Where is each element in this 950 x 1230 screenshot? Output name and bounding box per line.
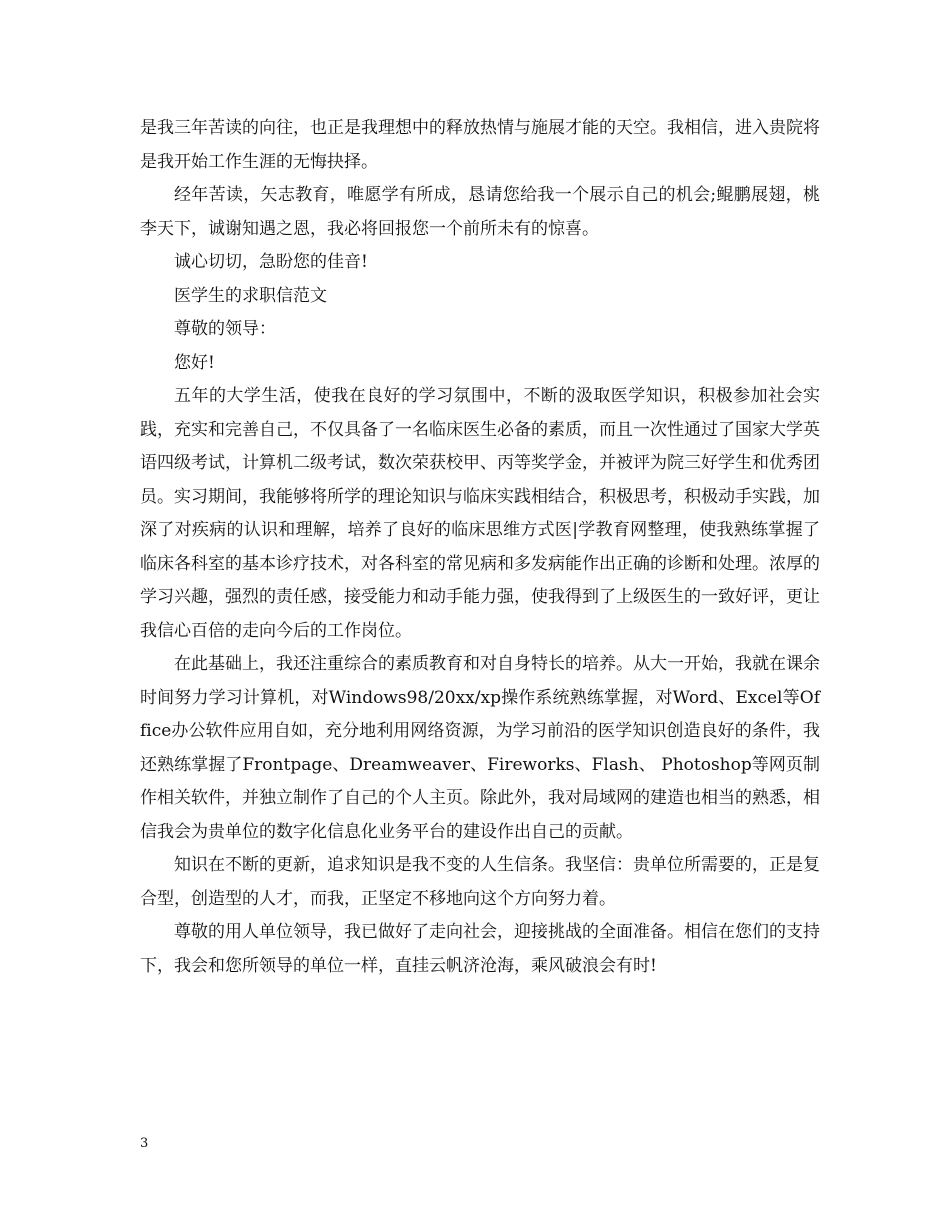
paragraph-university-life: 五年的大学生活，使我在良好的学习氛围中，不断的汲取医学知识，积极参加社会实践，充实和完善自己，不仅具备了一名临床医生必备的素质，而且一次性通过了国家大学英语四级考试，计算机二级考试，数次荣获校甲、丙等奖学金，并被评为院三好学生和优秀团员。实习期间，我能够将所学的理论知识与临床实践相结合，积极思考，积极动手实践，加深了对疾病的认识和理解，培养了良好的临床思维方式医|学教育网整理，使我熟练掌握了临床各科室的基本诊疗技术，对各科室的常见病和多发病能作出正确的诊断和处理。浓厚的学习兴趣，强烈的责任感，接受能力和动手能力强，使我得到了上级医生的一致好评，更让我信心百倍的走向今后的工作岗位。	[140, 386, 820, 641]
salutation: 尊敬的领导：	[174, 319, 276, 339]
greeting: 您好!	[174, 352, 215, 373]
section-title: 医学生的求职信范文	[174, 285, 327, 306]
document-body	[140, 112, 820, 983]
paragraph-closing-wish: 诚心切切，急盼您的佳音!	[174, 252, 368, 272]
paragraph-conclusion: 尊敬的用人单位领导，我已做好了走向社会，迎接挑战的全面准备。相信在您们的支持下，我会和您所领导的单位一样，直挂云帆济沧海，乘风破浪会有时!	[140, 922, 820, 976]
paragraph-continuation: 是我三年苦读的向往，也正是我理想中的释放热情与施展才能的天空。我相信，进入贵院将是我开始工作生涯的无悔抉择。	[140, 118, 820, 172]
paragraph-skills: 在此基础上，我还注重综合的素质教育和对自身特长的培养。从大一开始，我就在课余时间努力学习计算机，对Windows98/20xx/xp操作系统熟练掌握，对Word、Excel等Office办公软件应用自如，充分地利用网络资源，为学习前沿的医学知识创造良好的条件，我还熟练掌握了Frontpage、Dreamweaver、Fireworks、Flash、 Photoshop等网页制作相关软件，并独立制作了自己的个人主页。除此外，我对局域网的建造也相当的熟悉，相信我会为贵单位的数字化信息化业务平台的建设作出自己的贡献。	[140, 654, 820, 842]
paragraph-belief: 知识在不断的更新，追求知识是我不变的人生信条。我坚信：贵单位所需要的，正是复合型，创造型的人才，而我，正坚定不移地向这个方向努力着。	[140, 855, 820, 909]
page-number: 3	[140, 1136, 149, 1151]
paragraph-hope: 经年苦读，矢志教育，唯愿学有所成，恳请您给我一个展示自己的机会;鲲鹏展翅，桃李天下，诚谢知遇之恩，我必将回报您一个前所未有的惊喜。	[140, 185, 820, 239]
